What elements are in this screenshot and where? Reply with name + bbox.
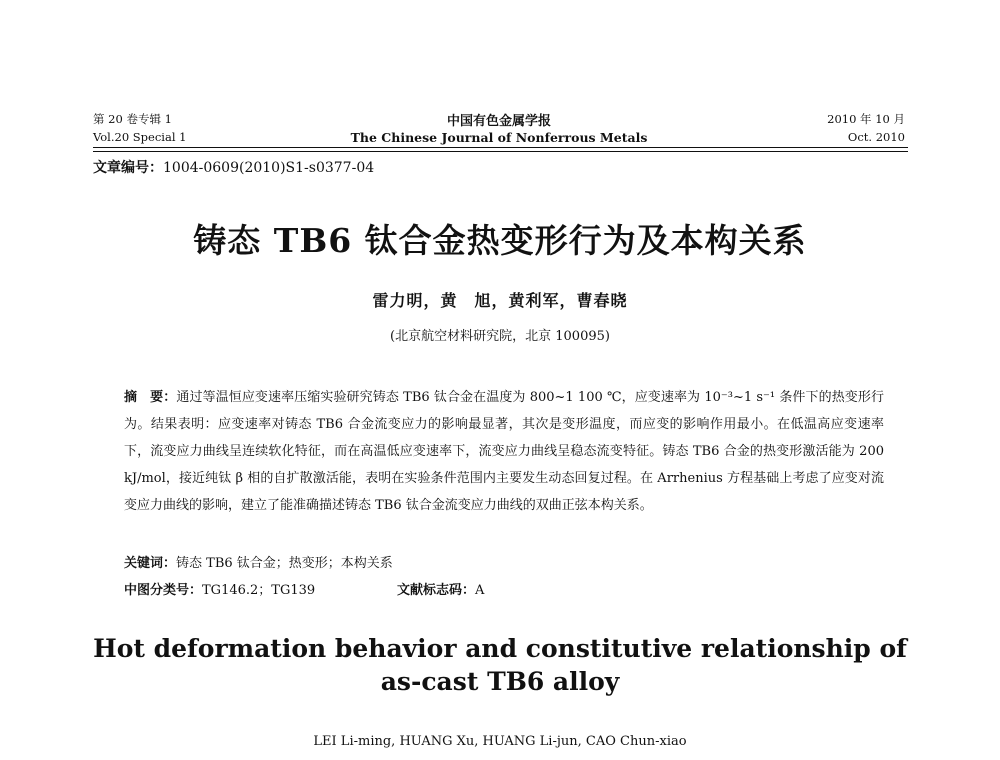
authors-en: LEI Li-ming, HUANG Xu, HUANG Li-jun, CAO Chun-xiao: [313, 734, 687, 749]
abstract-cn: [124, 384, 884, 519]
journal-name-cn: 中国有色金属学报: [446, 114, 551, 129]
abstract-label: 摘 要：: [124, 390, 177, 405]
keywords-cn: [124, 552, 393, 571]
document-code-label: 文献标志码：: [397, 583, 476, 598]
document-code: [397, 579, 484, 598]
document-code-value: A: [475, 583, 485, 598]
date-cn: 2010 年 10 月: [827, 112, 905, 126]
article-number-value: 1004-0609(2010)S1-s0377-04: [163, 160, 375, 176]
paper-title-en: [0, 632, 1000, 698]
volume-en: Vol.20 Special 1: [93, 130, 187, 144]
paper-title-cn: 铸态 TB6 钛合金热变形行为及本构关系: [193, 221, 807, 260]
header-rule-thick: [93, 147, 908, 148]
paper-title-en-line2: as-cast TB6 alloy: [380, 667, 620, 696]
header-bottom-row: [93, 130, 905, 146]
volume-cn: 第 20 卷专辑 1: [93, 112, 172, 126]
classification-value: TG146.2；TG139: [202, 583, 316, 598]
authors-cn: 雷力明，黄 旭，黄利军，曹春晓: [372, 291, 628, 310]
abstract-text: 通过等温恒应变速率压缩实验研究铸态 TB6 钛合金在温度为 800~1 100 ℃，应变速率为 10⁻³~1 s⁻¹ 条件下的热变形行为。结果表明：应变速率对铸态 TB6 合金流变应力的影响最显著，其次是变形温度，而应变的影响作用最小。在低温高应变速率下，流变应力曲线呈连续软化特征，而在高温低应变速率下，流变应力曲线呈稳态流变特征。铸态 TB6 合金的热变形激活能为 200 kJ/mol，接近纯钛 β 相的自扩散激活能，表明在实验条件范围内主要发生动态回复过程。在 Arrhenius 方程基础上考虑了应变对流变应力曲线的影响，建立了能准确描述铸态 TB6 钛合金流变应力曲线的双曲正弦本构关系。: [124, 390, 884, 513]
paper-title-en-line1: Hot deformation behavior and constitutive relationship of: [93, 634, 907, 663]
header-rule-thin: [93, 151, 908, 152]
affiliation-cn: (北京航空材料研究院，北京 100095): [390, 329, 610, 344]
classification-row: [124, 579, 884, 598]
keywords-value: 铸态 TB6 钛合金；热变形；本构关系: [176, 556, 393, 571]
article-number: [93, 157, 374, 177]
classification-label: 中图分类号：: [124, 583, 203, 598]
keywords-label: 关键词：: [124, 556, 177, 571]
journal-name-en: The Chinese Journal of Nonferrous Metals: [350, 130, 648, 145]
date-en: Oct. 2010: [847, 130, 905, 144]
article-number-label: 文章编号：: [93, 160, 163, 176]
header-top-row: [93, 111, 905, 127]
